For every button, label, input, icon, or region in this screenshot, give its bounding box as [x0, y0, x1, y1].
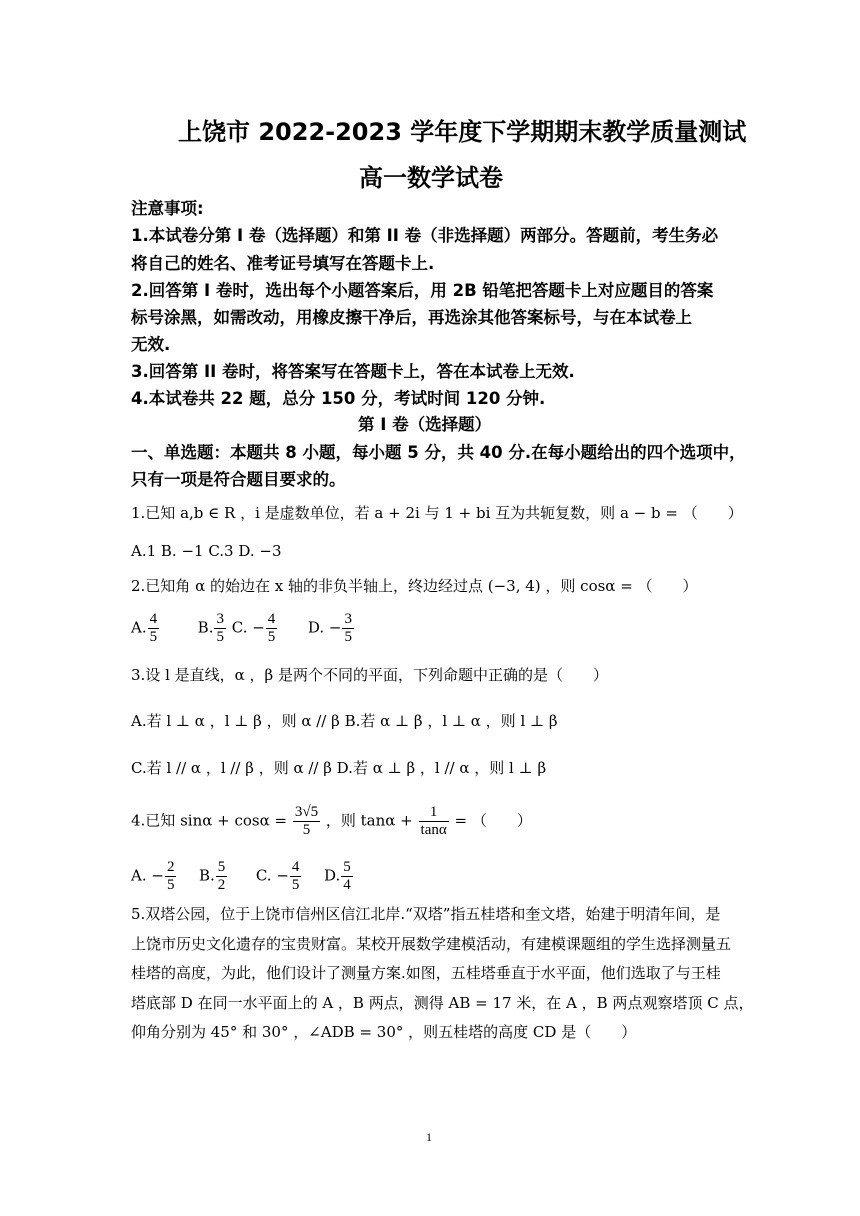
question-5-line-4: 塔底部 D 在同一水平面上的 A ，B 两点，测得 AB = 17 米，在 A ，B 两点观察塔顶 C 点，	[131, 994, 754, 1012]
question-5-line-5: 仰角分别为 45° 和 30° ，∠ADB = 30° ，则五桂塔的高度 CD 是（ ）	[131, 1023, 637, 1041]
numerator: 4	[291, 859, 300, 875]
option-b-fraction	[214, 611, 226, 646]
question-5-line-3: 桂塔的高度，为此，他们设计了测量方案.如图，五桂塔垂直于水平面，他们选取了与王桂	[131, 964, 721, 982]
denominator: 5	[166, 877, 175, 893]
question-2-options	[131, 611, 355, 646]
numerator: 2	[166, 859, 175, 875]
question-5-line-1: 5.双塔公园，位于上饶市信州区信江北岸.“双塔”指五桂塔和奎文塔，始建于明清年间，是	[131, 905, 721, 923]
option-d-fraction	[341, 859, 353, 894]
denominator: 5	[149, 629, 158, 645]
fraction-1-over-tan	[419, 804, 449, 839]
option-b-label: B.	[197, 618, 214, 637]
option-b-label: B.	[199, 866, 215, 885]
option-a-label: A.	[131, 618, 147, 637]
notice-heading: 注意事项:	[131, 199, 204, 218]
numerator: 3√5	[294, 804, 319, 820]
section-intro-line-2: 只有一项是符合题目要求的。	[131, 470, 346, 489]
option-b-fraction	[216, 859, 228, 894]
section-intro-line-1: 一、单选题：本题共 8 小题，每小题 5 分，共 40 分.在每小题给出的四个选项中，	[131, 443, 746, 462]
option-d-label: D.	[323, 866, 341, 885]
page-number: 1	[426, 1130, 432, 1144]
notice-item-3: 3.回答第 II 卷时，将答案写在答题卡上，答在本试卷上无效.	[131, 362, 575, 381]
denominator: 5	[291, 877, 300, 893]
numerator: 5	[343, 859, 351, 875]
numerator: 1	[419, 804, 449, 822]
denominator: 5	[302, 822, 311, 838]
notice-item-2-line-1: 2.回答第 I 卷时，选出每个小题答案后，用 2B 铅笔把答题卡上对应题目的答案	[131, 281, 714, 300]
denominator: tanα	[420, 822, 447, 838]
denominator: 4	[343, 877, 351, 893]
notice-item-2-line-2: 标号涂黑，如需改动，用橡皮擦干净后，再选涂其他答案标号，与在本试卷上	[131, 308, 692, 327]
denominator: 5	[267, 629, 276, 645]
notice-item-2-line-3: 无效.	[131, 335, 171, 354]
question-2-stem: 2.已知角 α 的始边在 x 轴的非负半轴上，终边经过点 (−3, 4) ，则 cosα = （ ）	[131, 577, 698, 595]
numerator: 3	[216, 611, 224, 627]
option-a-fraction	[165, 859, 177, 894]
numerator: 5	[217, 859, 226, 875]
question-4-stem	[131, 804, 532, 839]
option-c-fraction	[290, 859, 302, 894]
notice-item-4: 4.本试卷共 22 题，总分 150 分，考试时间 120 分钟.	[131, 389, 546, 408]
denominator: 5	[216, 629, 224, 645]
question-3-options-ab: A.若 l ⊥ α ，l ⊥ β ，则 α // β B.若 α ⊥ β ，l ⊥ α ，则 l ⊥ β	[131, 712, 558, 730]
option-c-label: C. −	[255, 866, 289, 885]
notice-item-1-line-2: 将自己的姓名、准考证号填写在答题卡上.	[131, 254, 435, 273]
denominator: 2	[217, 877, 226, 893]
numerator: 4	[267, 611, 276, 627]
stem-middle: ，则 tanα +	[325, 811, 413, 830]
option-c-fraction	[266, 611, 278, 646]
stem-start: 4.已知 sinα + cosα =	[131, 811, 288, 830]
denominator: 5	[344, 629, 352, 645]
fraction-3-root-5-over-5	[293, 804, 320, 839]
section-title: 第 I 卷（选择题）	[358, 415, 492, 434]
option-a-label: A. −	[131, 866, 164, 885]
option-c-label: C. −	[231, 618, 265, 637]
question-5-line-2: 上饶市历史文化遗存的宝贵财富。某校开展数学建模活动，有建模课题组的学生选择测量五	[131, 935, 732, 953]
question-1-options: A.1 B. −1 C.3 D. −3	[131, 542, 282, 560]
option-d-label: D. −	[307, 618, 342, 637]
exam-subtitle: 高一数学试卷	[359, 164, 503, 192]
question-1-stem: 1.已知 a,b ∈ R ，i 是虚数单位，若 a + 2i 与 1 + bi 互为共轭复数，则 a − b = （ ）	[131, 504, 743, 522]
question-4-options	[131, 859, 354, 894]
numerator: 4	[149, 611, 158, 627]
notice-item-1-line-1: 1.本试卷分第 I 卷（选择题）和第 II 卷（非选择题）两部分。答题前，考生务必	[131, 226, 719, 245]
question-3-stem: 3.设 l 是直线，α ，β 是两个不同的平面，下列命题中正确的是（ ）	[131, 666, 608, 684]
stem-end: = （ ）	[454, 811, 532, 830]
option-d-fraction	[342, 611, 354, 646]
option-a-fraction	[148, 611, 160, 646]
exam-title: 上饶市 2022-2023 学年度下学期期末教学质量测试	[178, 118, 747, 146]
question-3-options-cd: C.若 l // α ，l // β ，则 α // β D.若 α ⊥ β ，l // α ，则 l ⊥ β	[131, 759, 547, 777]
numerator: 3	[344, 611, 352, 627]
